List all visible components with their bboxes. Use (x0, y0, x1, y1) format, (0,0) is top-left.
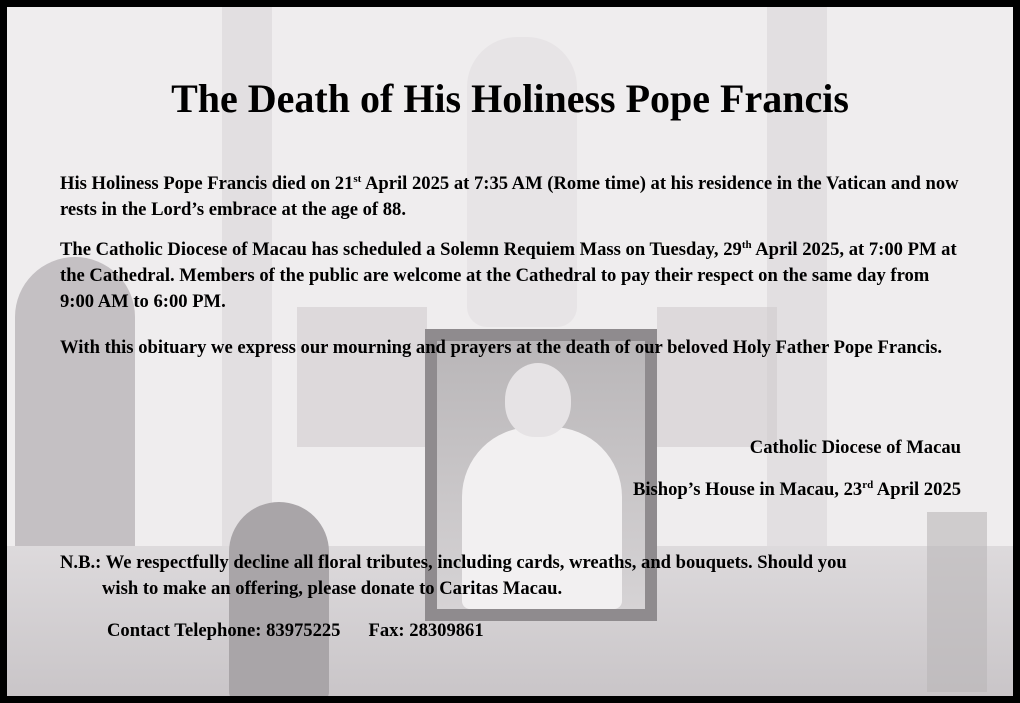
note-line-1: N.B.: We respectfully decline all floral tributes, including cards, wreaths, and bouquets. Should you (60, 552, 847, 573)
note-floral-tributes (60, 550, 970, 602)
paragraph1-text-a: His Holiness Pope Francis died on 21 (60, 173, 354, 194)
note-line-2: wish to make an offering, please donate to Caritas Macau. (102, 578, 563, 599)
paragraph1-text-b: April 2025 at 7:35 AM (Rome time) at his residence in the Vatican and now rests in the Lord’s embrace at the age of 88. (60, 173, 959, 220)
contact-info (107, 618, 484, 644)
fax-number: 28309861 (409, 620, 484, 641)
telephone-label: Contact Telephone: (107, 620, 267, 641)
obituary-notice (7, 7, 1013, 696)
signature-organization: Catholic Diocese of Macau (749, 437, 961, 458)
paragraph2-text-a: The Catholic Diocese of Macau has scheduled a Solemn Requiem Mass on Tuesday, 29 (60, 239, 742, 260)
signature-place-text: Bishop’s House in Macau, 23 (632, 479, 863, 500)
paragraph-death-announcement (60, 171, 960, 223)
paragraph2-text-b: April 2025, at 7:00 PM at the Cathedral. Members of the public are welcome at the Cathedral to pay their respect on the same day from 9:00 AM to 6:00 PM. (60, 239, 957, 312)
fax-label: Fax: (368, 620, 410, 641)
paragraph-requiem-mass (60, 237, 960, 315)
paragraph2-superscript: th (741, 239, 752, 251)
paragraph1-superscript: st (353, 173, 362, 185)
page-title: The Death of His Holiness Pope Francis (171, 76, 849, 121)
signature-superscript: rd (862, 479, 874, 491)
signature-place-date (633, 477, 961, 503)
paragraph-mourning: With this obituary we express our mourning and prayers at the death of our beloved Holy Father Pope Francis. (60, 337, 943, 358)
signature-date-text: April 2025 (873, 479, 961, 500)
telephone-number: 83975225 (266, 620, 341, 641)
